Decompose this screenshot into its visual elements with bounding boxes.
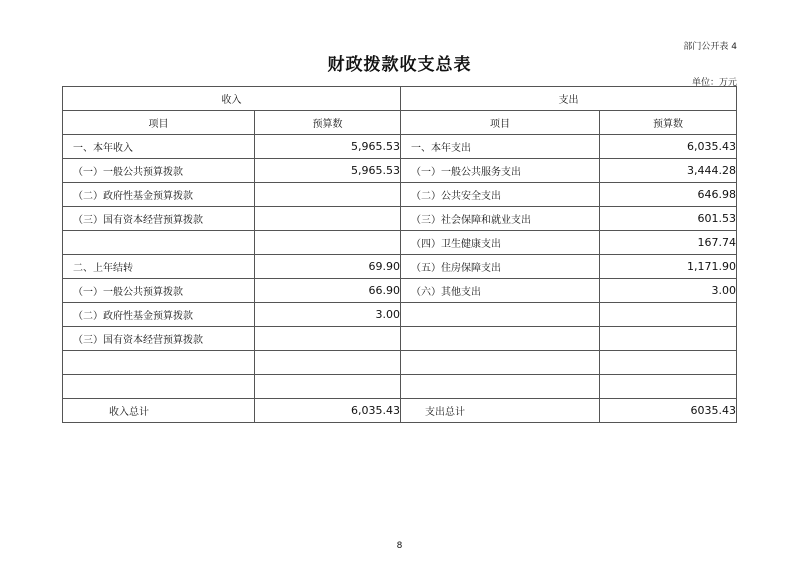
- expense-item-cell: [401, 375, 600, 399]
- expense-total-label: 支出总计: [401, 399, 600, 423]
- column-header-row: [63, 111, 737, 135]
- table-row: [63, 183, 737, 207]
- form-number: 部门公开表 4: [683, 42, 737, 52]
- expense-item-cell: [401, 327, 600, 351]
- income-value-cell: [255, 375, 401, 399]
- table-row: [63, 159, 737, 183]
- expense-item-cell: 一、本年支出: [401, 135, 600, 159]
- income-item-cell: （三）国有资本经营预算拨款: [63, 327, 255, 351]
- expense-value-cell: [600, 327, 737, 351]
- expense-value-cell: 3,444.28: [600, 159, 737, 183]
- income-total-label: 收入总计: [63, 399, 255, 423]
- expense-total-value: 6035.43: [600, 399, 737, 423]
- expense-budget-header: 预算数: [600, 111, 737, 135]
- income-item-header: 项目: [63, 111, 255, 135]
- income-value-cell: [255, 231, 401, 255]
- expense-value-cell: 167.74: [600, 231, 737, 255]
- page-title: 财政拨款收支总表: [327, 55, 472, 75]
- expense-value-cell: 646.98: [600, 183, 737, 207]
- table-row: [63, 327, 737, 351]
- total-row: [63, 399, 737, 423]
- income-total-value: 6,035.43: [255, 399, 401, 423]
- income-item-cell: 二、上年结转: [63, 255, 255, 279]
- expense-item-cell: （四）卫生健康支出: [401, 231, 600, 255]
- expense-header: 支出: [401, 87, 737, 111]
- table-row: [63, 135, 737, 159]
- expense-item-header: 项目: [401, 111, 600, 135]
- expense-item-cell: （五）住房保障支出: [401, 255, 600, 279]
- income-value-cell: 5,965.53: [255, 159, 401, 183]
- expense-value-cell: 1,171.90: [600, 255, 737, 279]
- page-number: 8: [396, 541, 403, 551]
- expense-item-cell: （六）其他支出: [401, 279, 600, 303]
- table-row: [63, 207, 737, 231]
- income-item-cell: （一）一般公共预算拨款: [63, 279, 255, 303]
- income-item-cell: （二）政府性基金预算拨款: [63, 183, 255, 207]
- income-item-cell: [63, 375, 255, 399]
- table-row: [63, 231, 737, 255]
- income-value-cell: 5,965.53: [255, 135, 401, 159]
- income-value-cell: [255, 207, 401, 231]
- income-item-cell: 一、本年收入: [63, 135, 255, 159]
- expense-value-cell: 601.53: [600, 207, 737, 231]
- income-item-cell: （三）国有资本经营预算拨款: [63, 207, 255, 231]
- expense-item-cell: （二）公共安全支出: [401, 183, 600, 207]
- unit-label: 单位：万元: [691, 78, 737, 88]
- expense-item-cell: [401, 351, 600, 375]
- income-header: 收入: [63, 87, 401, 111]
- income-value-cell: [255, 183, 401, 207]
- income-value-cell: 69.90: [255, 255, 401, 279]
- income-value-cell: [255, 351, 401, 375]
- expense-value-cell: [600, 303, 737, 327]
- income-item-cell: （一）一般公共预算拨款: [63, 159, 255, 183]
- table-row: [63, 351, 737, 375]
- expense-item-cell: [401, 303, 600, 327]
- section-header-row: [63, 87, 737, 111]
- income-value-cell: 3.00: [255, 303, 401, 327]
- table-row: [63, 303, 737, 327]
- budget-table: [62, 86, 737, 423]
- income-item-cell: [63, 351, 255, 375]
- income-item-cell: （二）政府性基金预算拨款: [63, 303, 255, 327]
- expense-item-cell: （三）社会保障和就业支出: [401, 207, 600, 231]
- income-value-cell: 66.90: [255, 279, 401, 303]
- expense-value-cell: 3.00: [600, 279, 737, 303]
- expense-value-cell: [600, 351, 737, 375]
- table-row: [63, 255, 737, 279]
- table-row: [63, 279, 737, 303]
- income-item-cell: [63, 231, 255, 255]
- expense-item-cell: （一）一般公共服务支出: [401, 159, 600, 183]
- income-budget-header: 预算数: [255, 111, 401, 135]
- table-row: [63, 375, 737, 399]
- income-value-cell: [255, 327, 401, 351]
- expense-value-cell: [600, 375, 737, 399]
- expense-value-cell: 6,035.43: [600, 135, 737, 159]
